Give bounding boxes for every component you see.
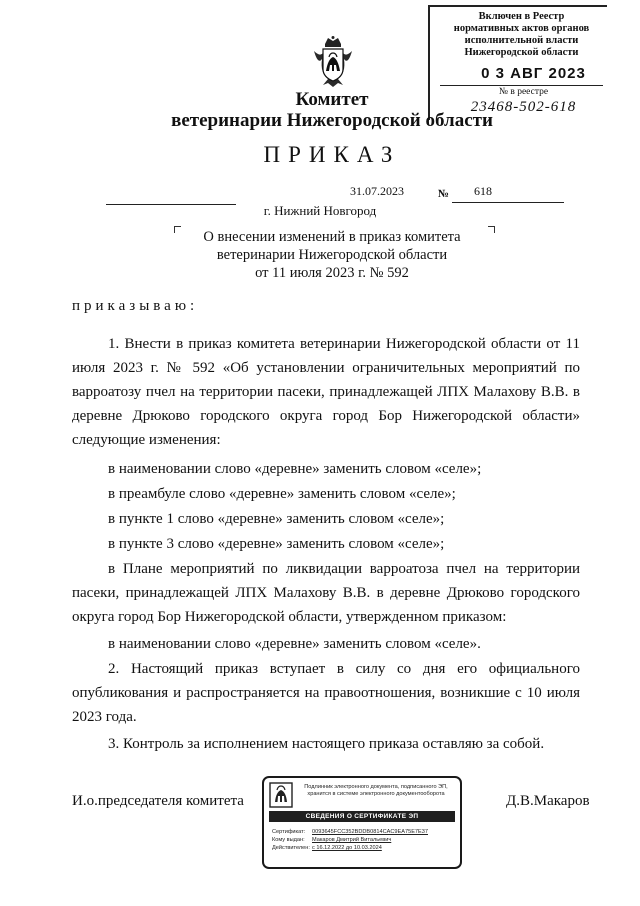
certificate-info xyxy=(296,784,456,798)
document-type: ПРИКАЗ xyxy=(263,142,401,167)
stamp-line-3: исполнительной власти xyxy=(464,35,579,46)
stamp-line-4: Нижегородской области xyxy=(464,47,579,58)
order-subject xyxy=(0,228,640,282)
certificate-owner-row xyxy=(272,837,391,844)
paragraph-3: 3. Контроль за исполнением настоящего приказа оставляю за собой. xyxy=(108,736,545,752)
stamp-divider xyxy=(440,85,603,86)
paragraph-plan: в Плане мероприятий по ликвидации варроатоза пчел на территории пасеки, принадлежащей ЛПХ Малахову В.В. в деревне Дрюково городского округа город Бор Нижегородской области, утвержденном приказом: xyxy=(72,561,580,625)
amendment-line-2: в преамбуле слово «деревне» заменить словом «селе»; xyxy=(108,486,456,502)
stamp-date: 0 3 АВГ 2023 xyxy=(481,65,586,82)
certificate-serial-row xyxy=(272,829,428,836)
coat-of-arms-icon xyxy=(312,35,354,87)
subject-line-1: О внесении изменений в приказ комитета xyxy=(203,229,461,245)
order-number-label: № xyxy=(438,188,450,200)
organization-name-line-2: ветеринарии Нижегородской области xyxy=(171,110,493,131)
amendment-line-4: в пункте 3 слово «деревне» заменить словом «селе»; xyxy=(108,536,445,552)
city: г. Нижний Новгород xyxy=(263,203,377,218)
order-date: 31.07.2023 xyxy=(350,184,404,198)
certificate-validity-label: Действителен: xyxy=(272,845,310,851)
certificate-owner-label: Кому выдан: xyxy=(272,837,305,843)
organization-name-line-1: Комитет xyxy=(295,89,369,110)
certificate-serial-value: 0093645FCC352BDDB0814CAC9EA75E7E37 xyxy=(312,829,428,835)
certificate-validity-value: с 16.12.2022 до 10.03.2024 xyxy=(312,845,382,851)
decree-word: приказываю: xyxy=(72,298,199,314)
certificate-info-line-1: Подлинник электронного документа, подписанного ЭП, xyxy=(304,784,448,790)
subject-line-3: от 11 июля 2023 г. № 592 xyxy=(255,265,409,281)
certificate-serial-label: Сертификат: xyxy=(272,829,306,835)
signatory-name: Д.В.Макаров xyxy=(506,793,590,809)
e-signature-certificate xyxy=(262,776,462,869)
amendment-line-3: в пункте 1 слово «деревне» заменить словом «селе»; xyxy=(108,511,445,527)
order-number: 618 xyxy=(474,184,492,198)
stamp-registry-number: 23468-502-618 xyxy=(470,99,577,115)
regional-emblem-icon xyxy=(269,782,293,808)
paragraph-2: 2. Настоящий приказ вступает в силу со дня его официального опубликования и распространяется на правоотношения, возникшие с 10 июля 2023 года. xyxy=(72,661,580,725)
certificate-info-line-2: хранится в системе электронного документооборота xyxy=(307,790,445,797)
paragraph-1: 1. Внести в приказ комитета ветеринарии Нижегородской области от 11 июля 2023 г. № 592 «Об установлении ограничительных мероприятий по варроатозу пчел на территории пасеки, принадлежащей ЛПХ Малахову В.В. в деревне Дрюково городского округа город Бор Нижегородской области» следующие изменения: xyxy=(72,336,580,448)
certificate-validity-row xyxy=(272,845,382,852)
certificate-title: СВЕДЕНИЯ О СЕРТИФИКАТЕ ЭП xyxy=(269,811,455,822)
certificate-owner-value: Макаров Дмитрий Витальевич xyxy=(312,837,392,843)
stamp-line-1: Включен в Реестр xyxy=(478,11,565,22)
amendment-line-1: в наименовании слово «деревне» заменить словом «селе»; xyxy=(108,461,482,477)
amendment-line-5: в наименовании слово «деревне» заменить словом «селе». xyxy=(108,636,481,652)
subject-line-2: ветеринарии Нижегородской области xyxy=(216,247,448,263)
signatory-role: И.о.председателя комитета xyxy=(72,793,244,809)
stamp-line-2: нормативных актов органов xyxy=(453,23,590,34)
stamp-registry-label: № в реестре xyxy=(498,87,549,97)
